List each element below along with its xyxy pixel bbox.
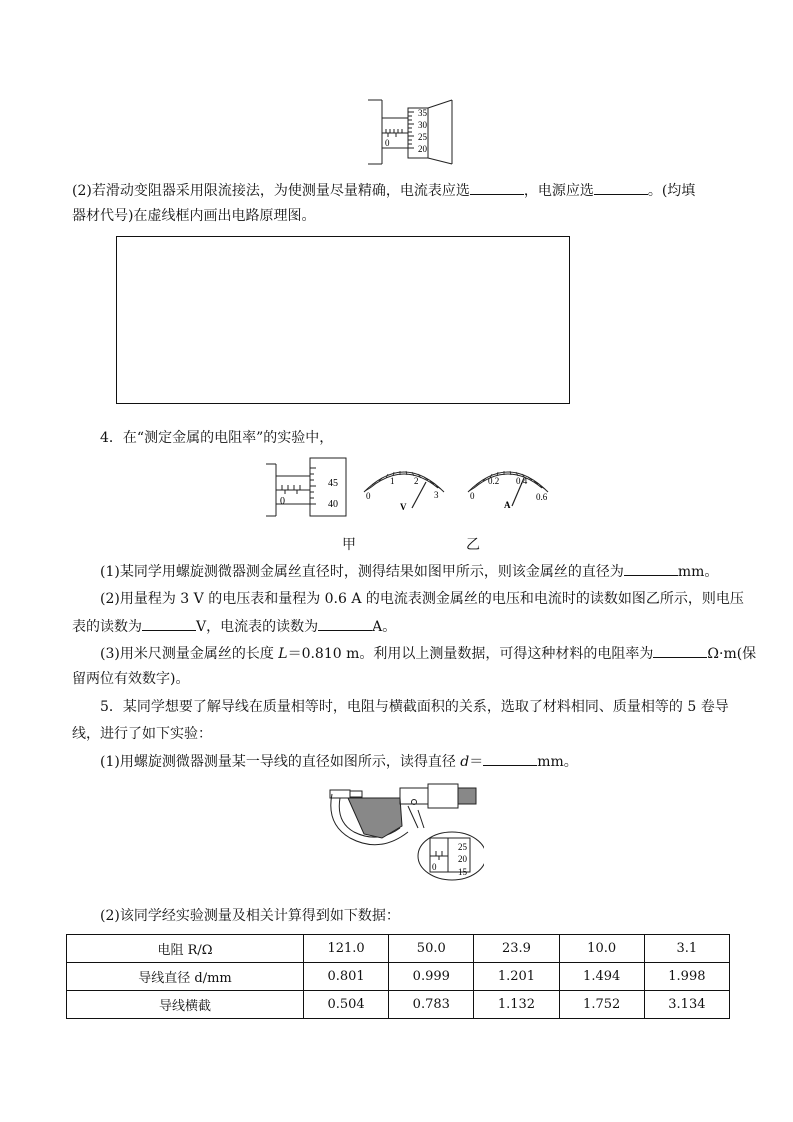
tick-label: 1 <box>390 476 395 486</box>
table-row <box>67 963 730 991</box>
figure-label-yi: 乙 <box>466 537 480 553</box>
q5-part1 <box>100 751 750 772</box>
table-cell: 1.752 <box>559 991 644 1019</box>
circuit-drawing-box[interactable] <box>116 236 570 404</box>
tick-label: 3 <box>434 490 439 500</box>
table-cell: 1.494 <box>559 963 644 991</box>
unit-label: V <box>400 502 407 512</box>
table-cell: 1.132 <box>474 991 559 1019</box>
q4-title: 4．在“测定金属的电阻率”的实验中， <box>100 430 334 446</box>
zero-label: 0 <box>432 862 437 872</box>
tick-label: 45 <box>328 478 338 489</box>
tick-label: 35 <box>418 108 427 118</box>
q4-part1 <box>100 561 750 582</box>
answer-blank[interactable] <box>483 751 537 766</box>
tick-label: 0.4 <box>516 476 528 486</box>
answer-blank[interactable] <box>653 643 707 658</box>
text: ，电源应选 <box>523 183 594 199</box>
text: 。(均填 <box>647 183 696 199</box>
text: (2)若滑动变阻器采用限流接法，为使测量尽量精确，电流表应选 <box>72 183 470 199</box>
table-cell: 3.134 <box>644 991 729 1019</box>
variable-L: L <box>278 646 288 662</box>
table-cell: 3.1 <box>644 935 729 963</box>
tick-label: 30 <box>418 120 427 130</box>
row-label: 电阻 R/Ω <box>67 935 304 963</box>
table-row <box>67 991 730 1019</box>
q4-part2-line1: (2)用量程为 3 V 的电压表和量程为 0.6 A 的电流表测金属丝的电压和电流时的读数如图乙所示，则电压 <box>100 591 744 607</box>
tick-label: 0.2 <box>488 476 500 486</box>
q5-title-line1: 5．某同学想要了解导线在质量相等时，电阻与横截面积的关系，选取了材料相同、质量相等的 5 卷导 <box>100 699 729 715</box>
table-row <box>67 935 730 963</box>
q5-title-line2: 线，进行了如下实验： <box>72 726 212 742</box>
q3-part2-line1 <box>72 180 722 201</box>
table-cell: 1.201 <box>474 963 559 991</box>
table-cell: 0.783 <box>389 991 474 1019</box>
table-cell: 23.9 <box>474 935 559 963</box>
tick-label: 20 <box>458 854 467 864</box>
micrometer-figure-q5 <box>322 780 484 882</box>
tick-label: 20 <box>418 144 427 154</box>
voltmeter-figure <box>356 456 452 516</box>
zero-label: 0 <box>280 496 285 507</box>
q4-part3-line2: 留两位有效数字)。 <box>72 671 190 687</box>
text: ＝0.810 m。利用以上测量数据，可得这种材料的电阻率为 <box>287 646 654 662</box>
tick-label: 25 <box>458 842 467 852</box>
tick-label: 40 <box>328 499 338 510</box>
row-label: 导线直径 d/mm <box>67 963 304 991</box>
table-cell: 50.0 <box>389 935 474 963</box>
micrometer-figure-q4 <box>262 454 350 520</box>
row-label: 导线横截 <box>67 991 304 1019</box>
text: (1)某同学用螺旋测微器测金属丝直径时，测得结果如图甲所示，则该金属丝的直径为 <box>100 564 624 580</box>
ammeter-figure <box>460 456 556 516</box>
tick-label: 15 <box>458 867 467 877</box>
text: mm。 <box>537 754 578 770</box>
tick-label: 0 <box>470 491 475 501</box>
text: mm。 <box>677 564 719 580</box>
tick-label: 0.6 <box>536 492 548 502</box>
q4-part3-line1 <box>100 643 757 664</box>
table-cell: 0.999 <box>389 963 474 991</box>
table-cell: 121.0 <box>304 935 389 963</box>
answer-blank[interactable] <box>624 561 678 576</box>
table-cell: 1.998 <box>644 963 729 991</box>
q5-part2: (2)该同学经实验测量及相关计算得到如下数据： <box>100 908 400 924</box>
tick-label: 2 <box>414 476 419 486</box>
tick-label: 0 <box>366 491 371 501</box>
text: 表的读数为 <box>72 619 142 635</box>
zero-label: 0 <box>385 138 390 148</box>
table-cell: 10.0 <box>559 935 644 963</box>
q3-part2-line2: 器材代号)在虚线框内画出电路原理图。 <box>72 208 316 224</box>
text: ＝ <box>469 754 484 770</box>
text: (1)用螺旋测微器测量某一导线的直径如图所示，读得直径 <box>100 754 461 770</box>
text: V，电流表的读数为 <box>196 619 319 635</box>
answer-blank[interactable] <box>318 616 372 631</box>
unit-label: A <box>504 500 511 510</box>
answer-blank[interactable] <box>470 180 524 195</box>
text: (3)用米尺测量金属丝的长度 <box>100 646 279 662</box>
micrometer-figure-top <box>362 96 458 168</box>
q4-part2-line2 <box>72 616 722 637</box>
table-cell: 0.504 <box>304 991 389 1019</box>
text: A。 <box>372 619 397 635</box>
text: Ω·m(保 <box>707 646 757 662</box>
answer-blank[interactable] <box>142 616 196 631</box>
answer-blank[interactable] <box>594 180 648 195</box>
data-table <box>66 934 730 1019</box>
figure-label-jia: 甲 <box>342 537 356 553</box>
table-cell: 0.801 <box>304 963 389 991</box>
variable-d: d <box>460 754 470 770</box>
tick-label: 25 <box>418 132 427 142</box>
